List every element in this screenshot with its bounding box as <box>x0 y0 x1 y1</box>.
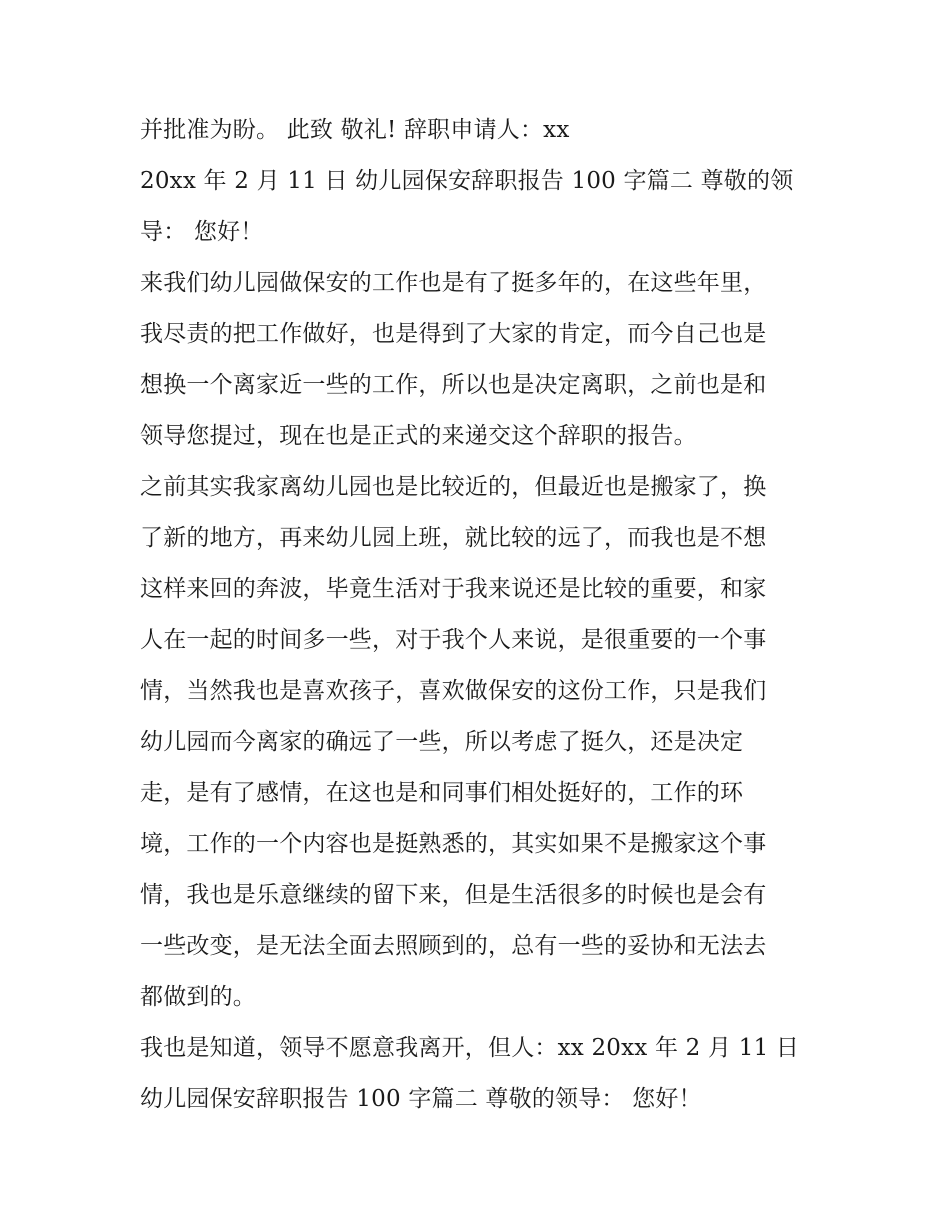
text-line: 了新的地方，再来幼儿园上班，就比较的远了，而我也是不想 <box>140 525 767 551</box>
text-line: 之前其实我家离幼儿园也是比较近的，但最近也是搬家了，换 <box>140 474 767 500</box>
text-line: 导： 您好！ <box>140 219 264 245</box>
text-line: 这样来回的奔波，毕竟生活对于我来说还是比较的重要，和家 <box>140 576 767 602</box>
text-line: 我也是知道，领导不愿意我离开，但人：xx 20xx 年 2 月 11 日 <box>140 1035 800 1061</box>
text-line: 境，工作的一个内容也是挺熟悉的，其实如果不是搬家这个事 <box>140 831 767 857</box>
text-line: 走，是有了感情，在这也是和同事们相处挺好的，工作的环 <box>140 780 744 806</box>
text-line: 幼儿园而今离家的确远了一些，所以考虑了挺久，还是决定 <box>140 729 744 755</box>
text-line: 想换一个离家近一些的工作，所以也是决定离职，之前也是和 <box>140 372 767 398</box>
text-line: 我尽责的把工作做好，也是得到了大家的肯定，而今自己也是 <box>140 321 767 347</box>
text-line: 领导您提过，现在也是正式的来递交这个辞职的报告。 <box>140 423 697 449</box>
document-body <box>140 110 830 1130</box>
text-line: 都做到的。 <box>140 984 256 1010</box>
text-line: 情，当然我也是喜欢孩子，喜欢做保安的这份工作，只是我们 <box>140 678 767 704</box>
text-line: 情，我也是乐意继续的留下来，但是生活很多的时候也是会有 <box>140 882 767 908</box>
text-line: 并批准为盼。 此致 敬礼! 辞职申请人：xx <box>140 117 570 143</box>
text-line: 幼儿园保安辞职报告 100 字篇二 尊敬的领导： 您好！ <box>140 1086 702 1112</box>
text-line: 20xx 年 2 月 11 日 幼儿园保安辞职报告 100 字篇二 尊敬的领 <box>140 168 794 194</box>
text-line: 人在一起的时间多一些，对于我个人来说，是很重要的一个事 <box>140 627 767 653</box>
text-line: 来我们幼儿园做保安的工作也是有了挺多年的，在这些年里， <box>140 270 767 296</box>
text-line: 一些改变，是无法全面去照顾到的，总有一些的妥协和无法去 <box>140 933 767 959</box>
